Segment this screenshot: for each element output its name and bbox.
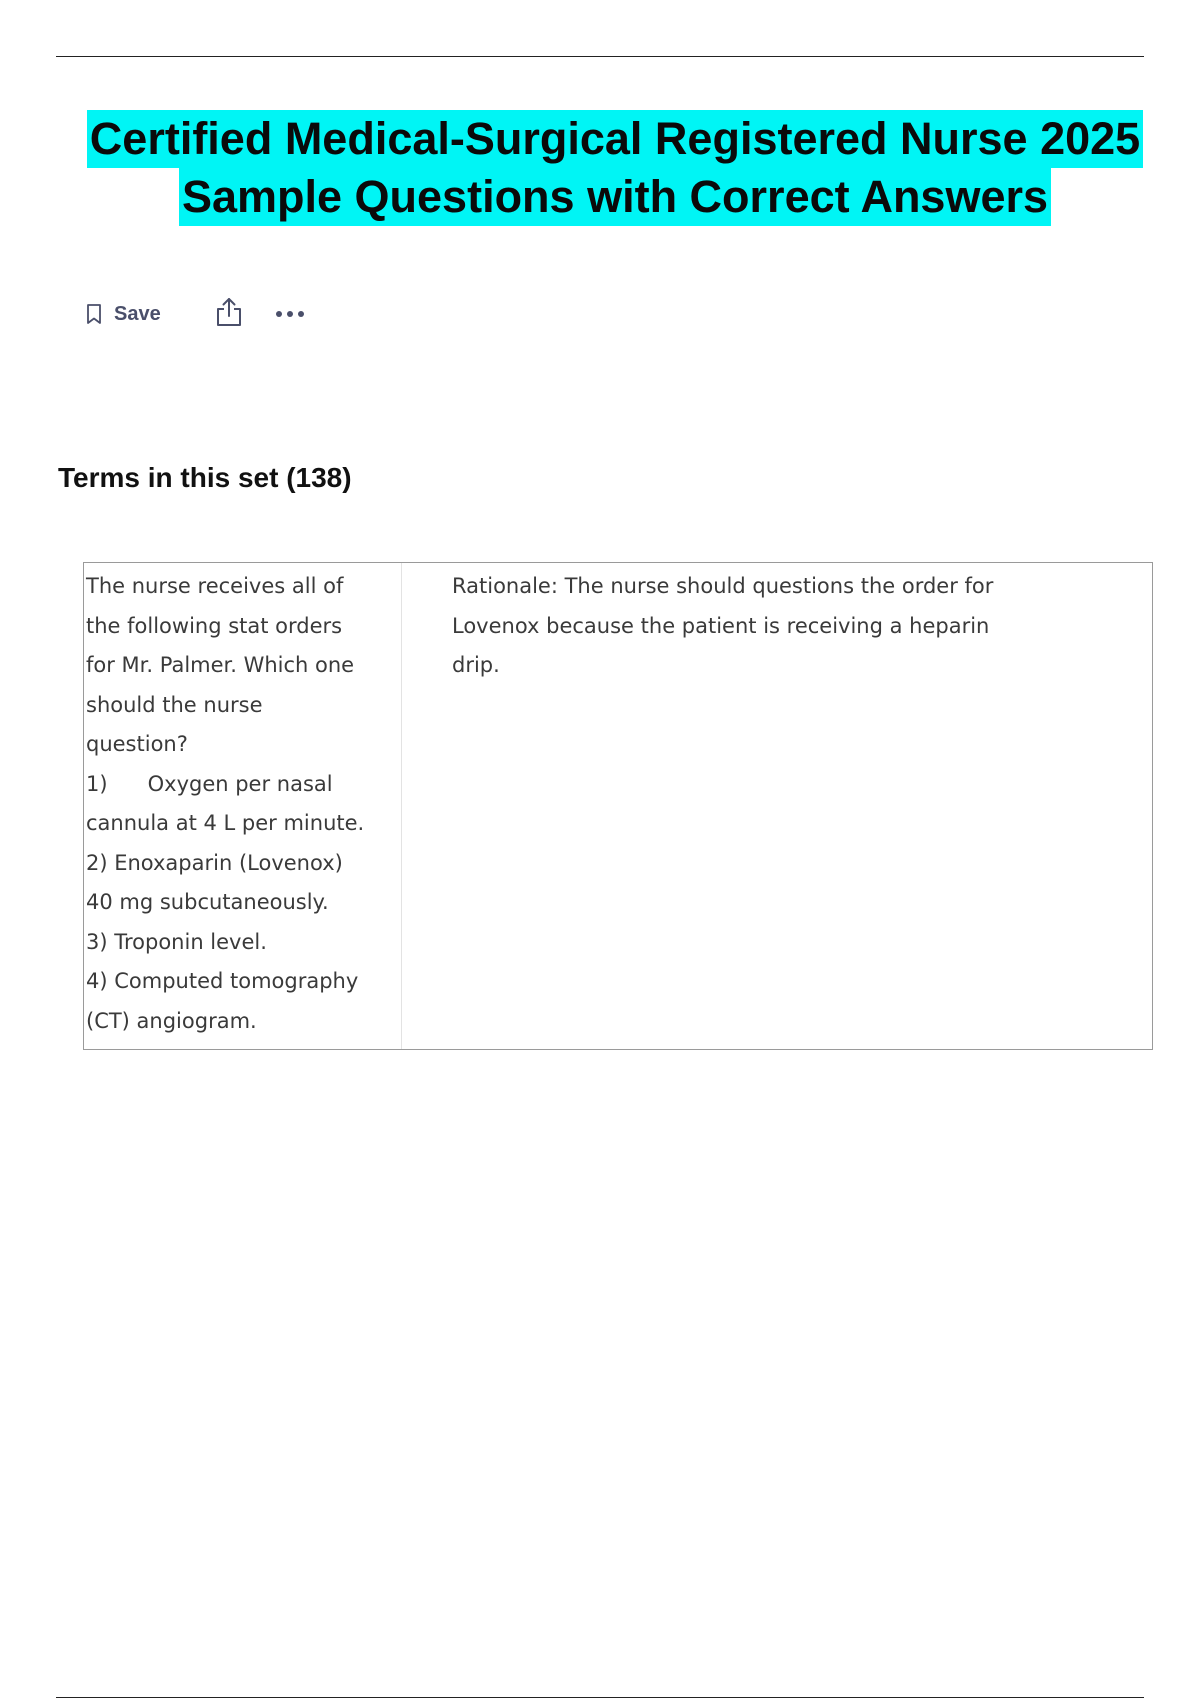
term-line: 2) Enoxaparin (Lovenox) [86, 850, 343, 875]
term-line: (CT) angiogram. [86, 1008, 257, 1033]
term-line: The nurse receives all of [86, 574, 344, 598]
definition-line: drip. [452, 653, 500, 677]
more-options-button[interactable] [275, 305, 305, 323]
title-line-1: Certified Medical-Surgical Registered Nurse 2025 [87, 110, 1143, 168]
save-button[interactable] [86, 303, 161, 326]
title-line-2: Sample Questions with Correct Answers [179, 168, 1051, 226]
term-line: 3) Troponin level. [86, 929, 267, 954]
action-toolbar [86, 294, 305, 334]
term-line: 1) Oxygen per nasal [86, 771, 333, 796]
term-line: 40 mg subcutaneously. [86, 890, 329, 914]
card-definition [402, 563, 1152, 1049]
document-title [40, 110, 1190, 226]
term-line: cannula at 4 L per minute. [86, 811, 365, 835]
term-line: the following stat orders [86, 613, 343, 638]
more-icon [275, 305, 305, 323]
bottom-divider [56, 1697, 1144, 1698]
term-line: for Mr. Palmer. Which one [86, 653, 355, 677]
share-button[interactable] [215, 296, 243, 333]
bookmark-icon [86, 303, 102, 325]
term-line: should the nurse [86, 692, 263, 717]
flashcard[interactable] [83, 562, 1153, 1050]
top-divider [56, 56, 1144, 57]
definition-line: Rationale: The nurse should questions the order for [452, 574, 994, 598]
card-term [84, 563, 402, 1049]
term-line: question? [86, 732, 188, 756]
share-icon [215, 296, 243, 333]
term-line: 4) Computed tomography [86, 969, 359, 993]
save-label: Save [114, 302, 161, 325]
terms-count-heading: Terms in this set (138) [58, 462, 352, 493]
definition-line: Lovenox because the patient is receiving a heparin [452, 613, 990, 638]
